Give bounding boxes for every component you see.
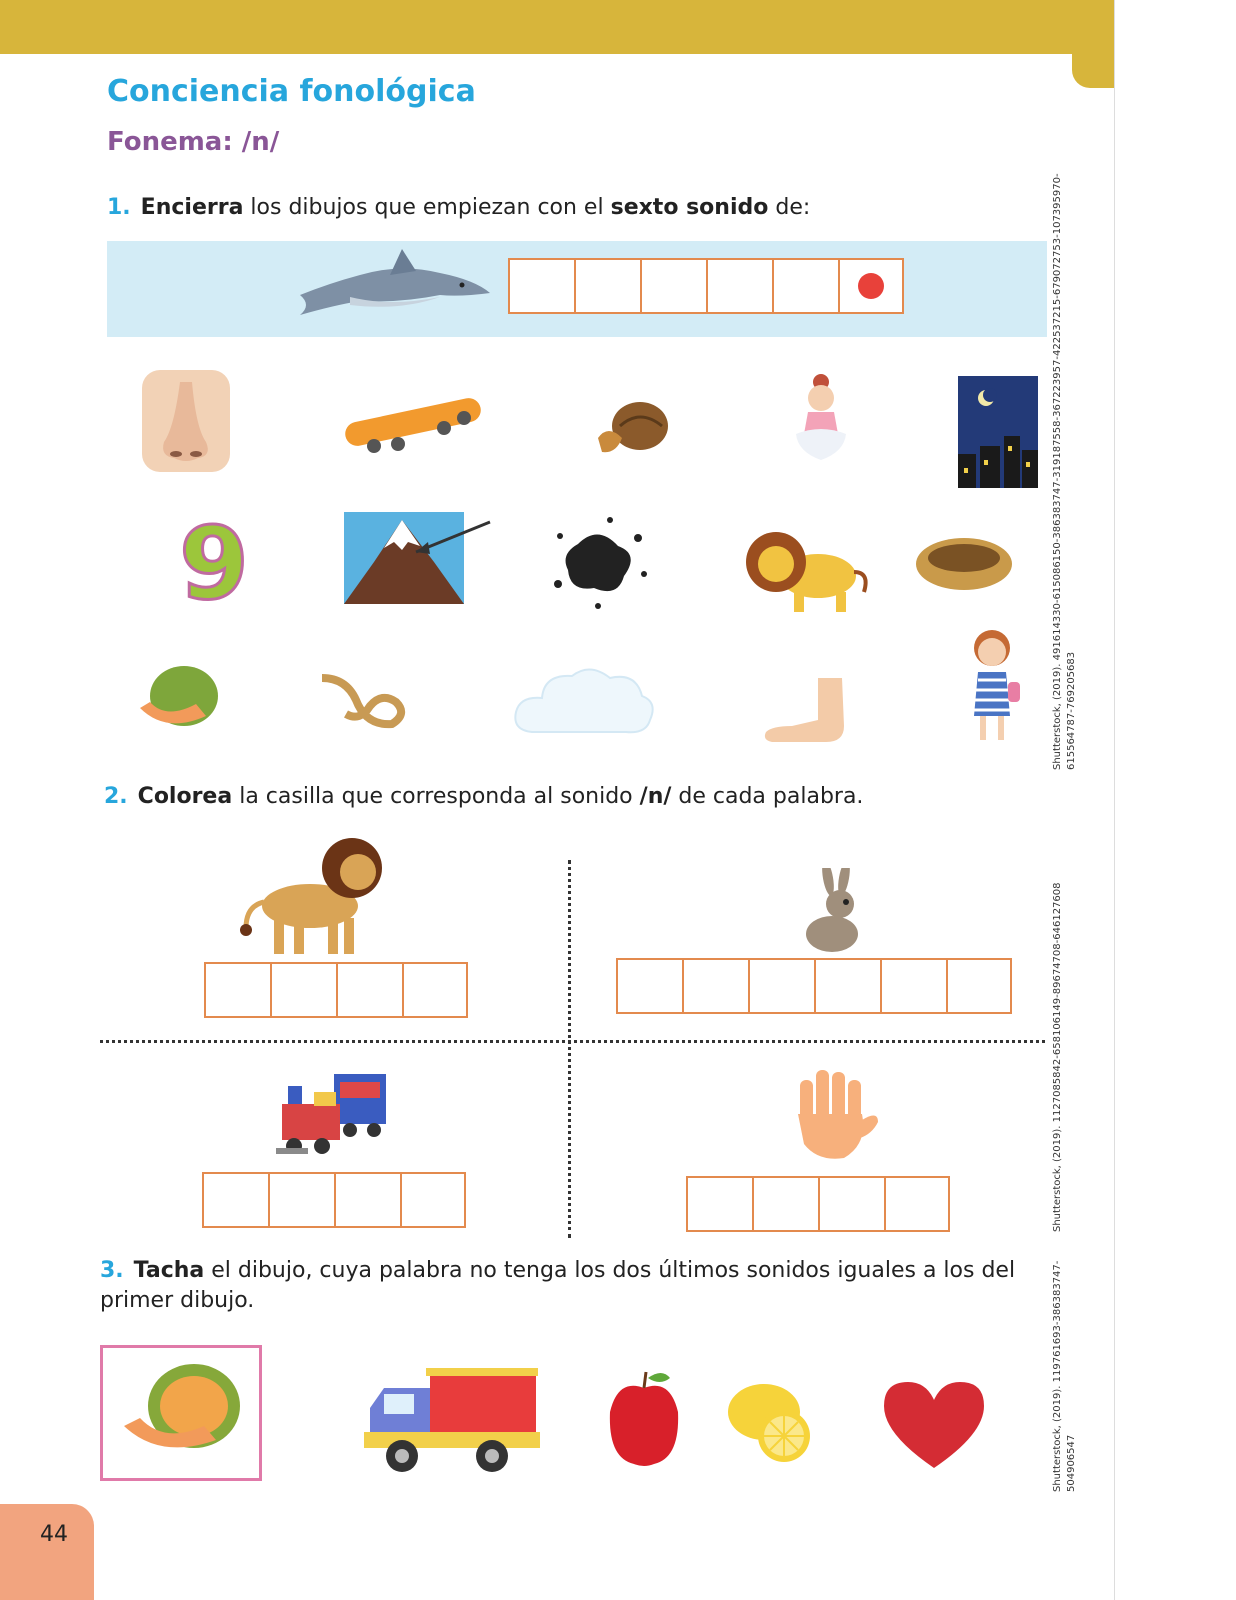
foot-icon[interactable] (762, 676, 848, 746)
header-band-tab (1072, 40, 1114, 88)
exercise1-verb: Encierra (140, 195, 244, 220)
exercise1-tail: de: (775, 195, 811, 220)
image-credit: Shutterstock, (2019). 119761693-38638374​7- (1052, 1260, 1063, 1492)
exercise1-text: los dibujos que empiezan con el (250, 195, 604, 220)
sound-box[interactable] (508, 258, 574, 314)
page-number-tab (0, 1504, 94, 1600)
exercise1-instruction (107, 193, 810, 223)
sound-box[interactable] (336, 962, 402, 1018)
exercise1-highlight: sexto sonido (610, 195, 769, 220)
train-icon[interactable] (274, 1064, 390, 1160)
snow-mountain-icon[interactable] (344, 512, 494, 604)
image-credit: 504906547 (1066, 1434, 1077, 1492)
sound-box[interactable] (706, 258, 772, 314)
nest-icon[interactable] (914, 534, 1014, 596)
exercise3-text: el dibujo, cuya palabra no tenga los dos últimos sonidos iguales a los del primer dibujo. (100, 1258, 1016, 1313)
lemon-icon[interactable] (726, 1378, 818, 1466)
skateboard-icon[interactable] (340, 388, 486, 458)
rabbit-sound-boxes (616, 958, 1012, 1014)
knot-icon[interactable] (316, 670, 408, 736)
apple-icon[interactable] (604, 1368, 684, 1470)
dotted-divider-horizontal (100, 1040, 1045, 1043)
exercise3-instruction (100, 1256, 1040, 1316)
nose-icon[interactable] (140, 368, 232, 474)
exercise2-number: 2. (104, 784, 128, 809)
lion-icon[interactable] (744, 522, 876, 616)
sound-box[interactable] (686, 1176, 752, 1232)
image-credit: Shutterstock, (2019). 491614330-615086150-38638374​7-319187558-367223957-422537215-679072753-10739597​0- (1052, 173, 1063, 770)
sound-box[interactable] (616, 958, 682, 1014)
stain-icon[interactable] (548, 514, 654, 614)
melon-icon[interactable] (120, 1360, 246, 1466)
exercise2-highlight: /n/ (639, 784, 672, 809)
page-edge (1114, 0, 1115, 1600)
page-number: 44 (40, 1522, 68, 1547)
exercise3-verb: Tacha (133, 1258, 205, 1283)
exercise2-verb: Colorea (137, 784, 233, 809)
girl-icon[interactable] (962, 624, 1022, 750)
sound-box[interactable] (818, 1176, 884, 1232)
number-nine-icon[interactable] (174, 514, 254, 606)
rabbit-icon[interactable] (804, 868, 868, 954)
dotted-divider-vertical (568, 860, 571, 1238)
exercise2-text: la casilla que corresponda al sonido (239, 784, 633, 809)
sound-box[interactable] (334, 1172, 400, 1228)
image-credit: Shutterstock, (2019). 1127085842-658106149-896747​08-646127608 (1052, 882, 1063, 1232)
lion-sound-boxes (204, 962, 468, 1018)
red-dot-icon (858, 273, 884, 299)
exercise3-number: 3. (100, 1258, 124, 1283)
sound-box[interactable] (748, 958, 814, 1014)
walnut-icon[interactable] (592, 398, 674, 460)
page-title: Conciencia fonológica (107, 74, 476, 109)
sound-box[interactable] (402, 962, 468, 1018)
heart-icon[interactable] (880, 1378, 988, 1470)
sound-box[interactable] (772, 258, 838, 314)
sound-box[interactable] (752, 1176, 818, 1232)
exercise2-tail: de cada palabra. (678, 784, 864, 809)
image-credit: 615564787-769205683 (1066, 651, 1077, 770)
cloud-icon[interactable] (512, 662, 658, 740)
sound-box[interactable] (270, 962, 336, 1018)
sound-box[interactable] (204, 962, 270, 1018)
sound-box[interactable] (400, 1172, 466, 1228)
melon-icon[interactable] (136, 664, 220, 738)
sound-box[interactable] (814, 958, 880, 1014)
sound-box[interactable] (640, 258, 706, 314)
ballerina-icon[interactable] (790, 368, 852, 474)
night-icon[interactable] (958, 376, 1038, 488)
hand-sound-boxes (686, 1176, 950, 1232)
exercise1-number: 1. (107, 195, 131, 220)
sound-box[interactable] (268, 1172, 334, 1228)
truck-icon[interactable] (364, 1364, 540, 1476)
dolphin-icon[interactable] (290, 245, 496, 327)
exercise1-sound-boxes (508, 258, 904, 314)
exercise2-instruction (104, 782, 863, 812)
sound-box[interactable] (946, 958, 1012, 1014)
sound-box[interactable] (682, 958, 748, 1014)
header-band (0, 0, 1114, 54)
page-subtitle: Fonema: /n/ (107, 127, 280, 157)
sound-box-marked[interactable] (838, 258, 904, 314)
sound-box[interactable] (574, 258, 640, 314)
svg-text:9: 9 (179, 514, 249, 606)
sound-box[interactable] (202, 1172, 268, 1228)
train-sound-boxes (202, 1172, 466, 1228)
lion-standing-icon[interactable] (240, 824, 390, 958)
sound-box[interactable] (884, 1176, 950, 1232)
sound-box[interactable] (880, 958, 946, 1014)
hand-icon[interactable] (784, 1066, 880, 1162)
